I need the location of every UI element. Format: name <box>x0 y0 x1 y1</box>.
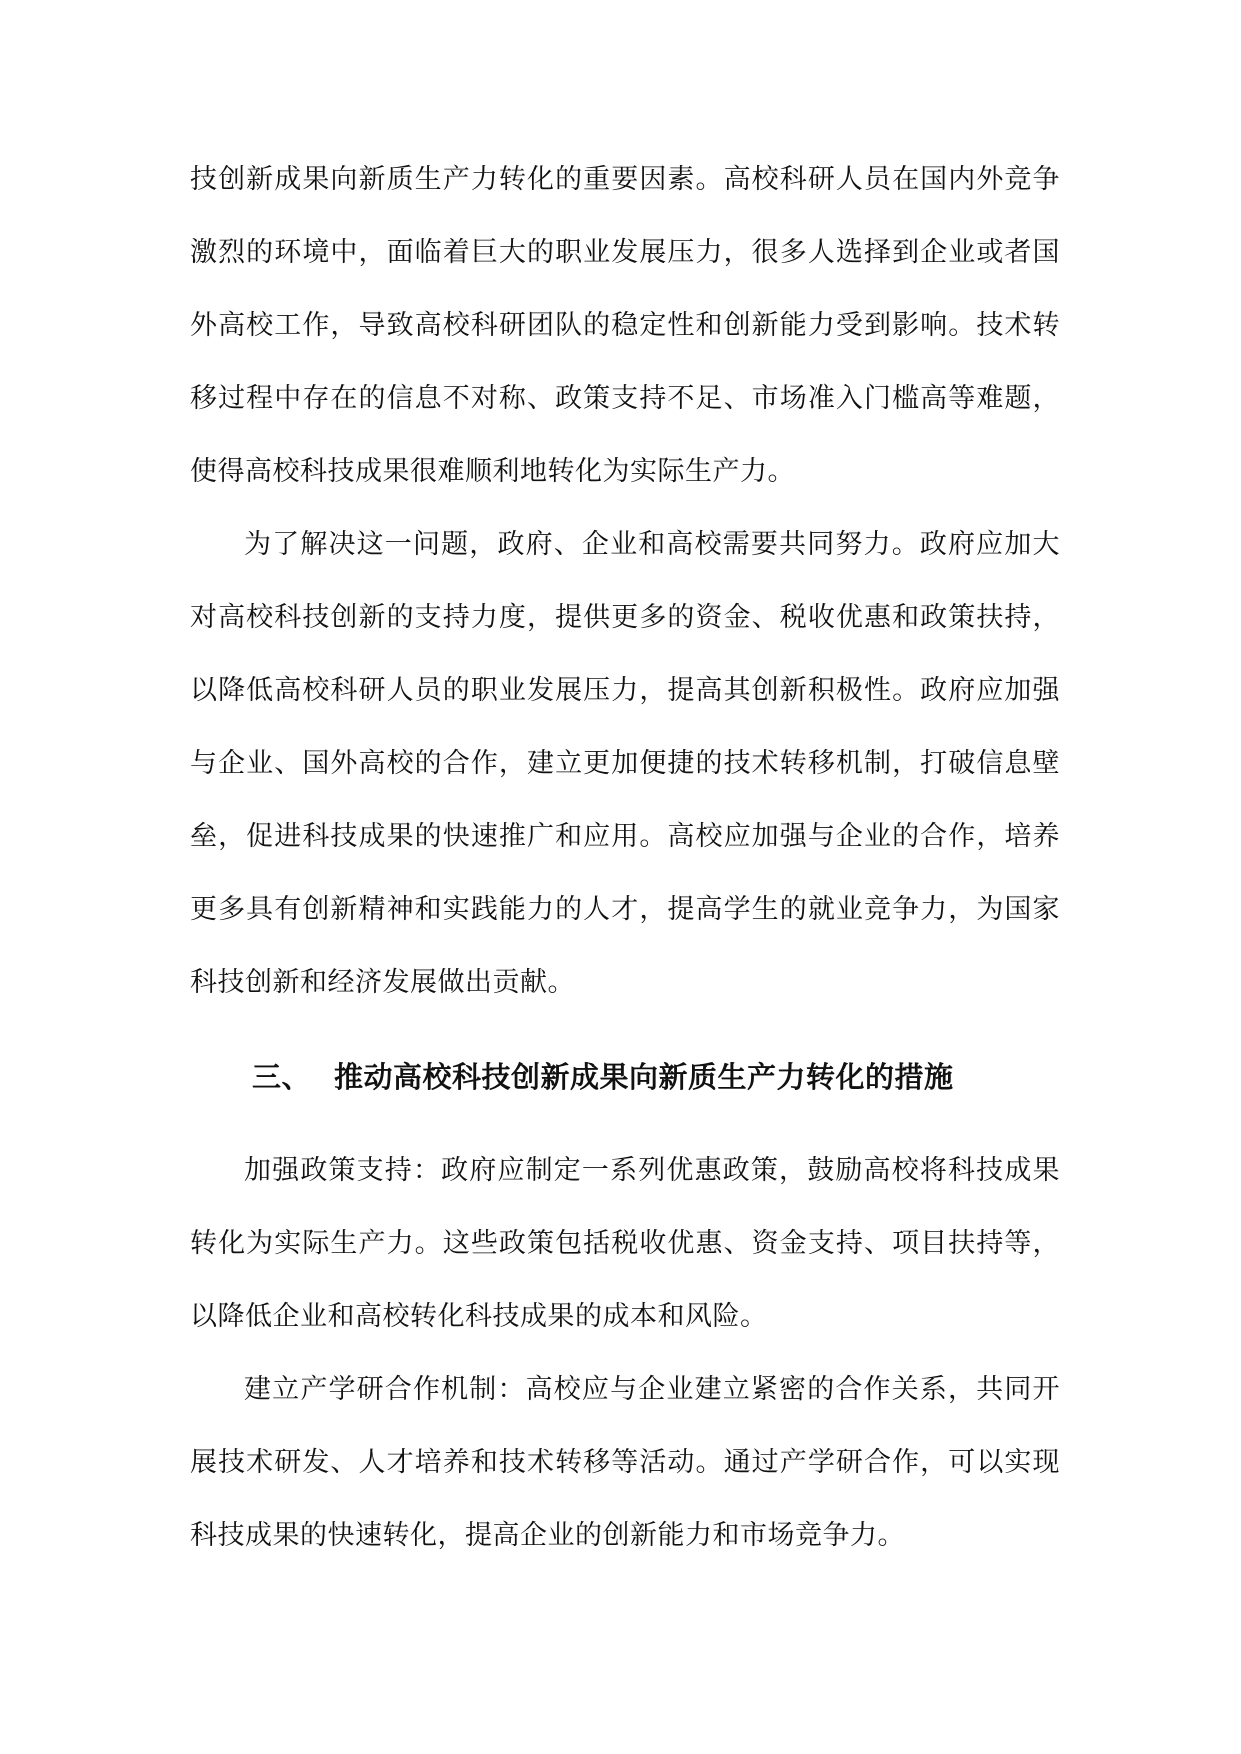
section-number: 三、 <box>252 1060 312 1094</box>
paragraph-continued: 技创新成果向新质生产力转化的重要因素。高校科研人员在国内外竞争激烈的环境中，面临着巨大的职业发展压力，很多人选择到企业或者国外高校工作，导致高校科研团队的稳定性和创新能力受到影响。技术转移过程中存在的信息不对称、政策支持不足、市场准入门槛高等难题，使得高校科技成果很难顺利地转化为实际生产力。 <box>190 164 1060 487</box>
paragraph: 为了解决这一问题，政府、企业和高校需要共同努力。政府应加大对高校科技创新的支持力度，提供更多的资金、税收优惠和政策扶持，以降低高校科研人员的职业发展压力，提高其创新积极性。政府应加强与企业、国外高校的合作，建立更加便捷的技术转移机制，打破信息壁垒，促进科技成果的快速推广和应用。高校应加强与企业的合作，培养更多具有创新精神和实践能力的人才，提高学生的就业竞争力，为国家科技创新和经济发展做出贡献。 <box>190 529 1060 998</box>
paragraph: 加强政策支持：政府应制定一系列优惠政策，鼓励高校将科技成果转化为实际生产力。这些政策包括税收优惠、资金支持、项目扶持等，以降低企业和高校转化科技成果的成本和风险。 <box>190 1155 1060 1332</box>
section-title: 推动高校科技创新成果向新质生产力转化的措施 <box>334 1060 954 1094</box>
paragraph: 建立产学研合作机制：高校应与企业建立紧密的合作关系，共同开展技术研发、人才培养和技术转移等活动。通过产学研合作，可以实现科技成果的快速转化，提高企业的创新能力和市场竞争力。 <box>190 1374 1060 1551</box>
section-heading <box>190 1041 1060 1114</box>
document-body <box>190 143 1060 1572</box>
